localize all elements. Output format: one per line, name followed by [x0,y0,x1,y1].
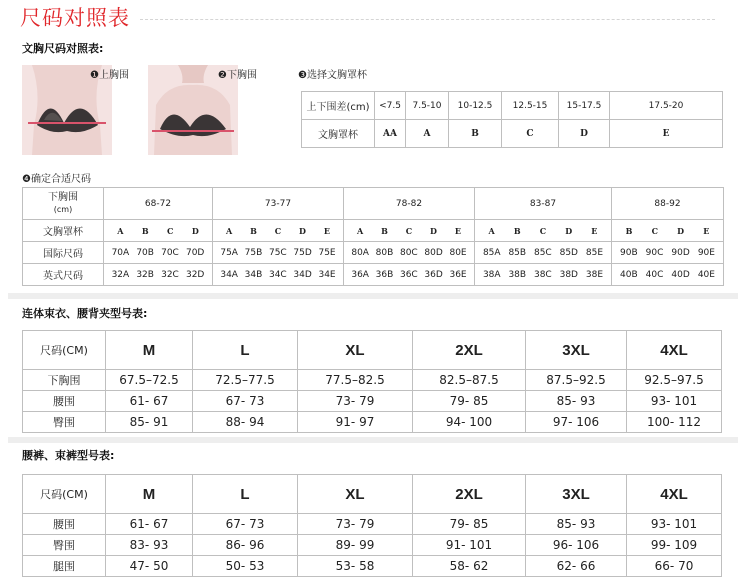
diff-row-label: 上下围差(cm) [302,92,375,120]
value-cell: 73- 79 [298,514,413,535]
value-cell: 77.5–82.5 [298,370,413,391]
intl-size-group: 85A 85B 85C 85D 85E [475,242,612,264]
row-label: 臀围 [23,535,106,556]
step2-label: ❷下胸围 [218,70,257,81]
value-cell: 61- 67 [106,391,193,412]
row-label: 腰围 [23,514,106,535]
size-header: L [193,475,298,514]
bra-heading: 文胸尺码对照表: [22,42,104,55]
cup-group: A B C D [104,220,213,242]
uk-size-group: 34A 34B 34C 34D 34E [213,264,344,286]
cup-label: 文胸罩杯 [23,220,104,242]
uk-size-group: 36A 36B 36C 36D 36E [344,264,475,286]
intl-size-group: 90B 90C 90D 90E [612,242,724,264]
size-header: 3XL [526,475,627,514]
size-col-label: 尺码(CM) [23,331,106,370]
cup-group: B C D E [612,220,724,242]
uk-size-group: 32A 32B 32C 32D [104,264,213,286]
value-cell: 96- 106 [526,535,627,556]
row-label: 腿围 [23,556,106,577]
page-title: 尺码对照表 [20,6,130,30]
intl-size-group: 70A 70B 70C 70D [104,242,213,264]
uk-size-group: 40B 40C 40D 40E [612,264,724,286]
title-divider [140,19,715,20]
range-cell: 73-77 [213,188,344,220]
value-cell: 92.5–97.5 [627,370,722,391]
size-header: M [106,331,193,370]
uk-size-label: 英式尺码 [23,264,104,286]
value-cell: 83- 93 [106,535,193,556]
value-cell: 79- 85 [413,514,526,535]
row-label: 臀围 [23,412,106,433]
bra-size-table [22,187,724,286]
cup-cell: B [449,120,502,148]
cup-cell: D [559,120,610,148]
bodysuit-heading: 连体束衣、腰背夹型号表: [22,307,148,320]
value-cell: 85- 91 [106,412,193,433]
value-cell: 91- 97 [298,412,413,433]
value-cell: 50- 53 [193,556,298,577]
value-cell: 67.5–72.5 [106,370,193,391]
range-cell: 88-92 [612,188,724,220]
value-cell: 72.5–77.5 [193,370,298,391]
size-header: XL [298,475,413,514]
range-cell: 83-87 [475,188,612,220]
size-header: 2XL [413,475,526,514]
value-cell: 66- 70 [627,556,722,577]
cup-group: A B C D E [213,220,344,242]
value-cell: 61- 67 [106,514,193,535]
cup-group: A B C D E [344,220,475,242]
diff-cell: 10-12.5 [449,92,502,120]
value-cell: 62- 66 [526,556,627,577]
value-cell: 58- 62 [413,556,526,577]
diff-cell: <7.5 [375,92,406,120]
value-cell: 85- 93 [526,514,627,535]
cup-group: A B C D E [475,220,612,242]
underbust-label: 下胸围 (cm) [23,188,104,220]
value-cell: 73- 79 [298,391,413,412]
row-label: 腰围 [23,391,106,412]
size-header: 4XL [627,475,722,514]
value-cell: 94- 100 [413,412,526,433]
bodysuit-size-table [22,330,722,433]
size-header: XL [298,331,413,370]
step4-label: ❹确定合适尺码 [22,174,91,185]
value-cell: 79- 85 [413,391,526,412]
cup-cell: E [610,120,723,148]
size-header: 4XL [627,331,722,370]
diff-cell: 7.5-10 [406,92,449,120]
uk-size-group: 38A 38B 38C 38D 38E [475,264,612,286]
value-cell: 88- 94 [193,412,298,433]
value-cell: 99- 109 [627,535,722,556]
size-header: 3XL [526,331,627,370]
value-cell: 100- 112 [627,412,722,433]
pants-heading: 腰裤、束裤型号表: [22,449,115,462]
diff-cell: 15-17.5 [559,92,610,120]
range-cell: 78-82 [344,188,475,220]
pants-size-table [22,474,722,577]
cup-cell: C [502,120,559,148]
value-cell: 85- 93 [526,391,627,412]
intl-size-group: 75A 75B 75C 75D 75E [213,242,344,264]
step1-label: ❶上胸围 [90,70,129,81]
size-header: 2XL [413,331,526,370]
size-header: M [106,475,193,514]
diff-cell: 17.5-20 [610,92,723,120]
cup-cell: A [406,120,449,148]
value-cell: 82.5–87.5 [413,370,526,391]
diff-cell: 12.5-15 [502,92,559,120]
step3-label: ❸选择文胸罩杯 [298,70,367,81]
section-separator [8,293,738,299]
row-label: 下胸围 [23,370,106,391]
size-col-label: 尺码(CM) [23,475,106,514]
intl-size-group: 80A 80B 80C 80D 80E [344,242,475,264]
cup-row-label: 文胸罩杯 [302,120,375,148]
value-cell: 91- 101 [413,535,526,556]
value-cell: 67- 73 [193,514,298,535]
value-cell: 47- 50 [106,556,193,577]
cup-cell: AA [375,120,406,148]
value-cell: 89- 99 [298,535,413,556]
intl-size-label: 国际尺码 [23,242,104,264]
range-cell: 68-72 [104,188,213,220]
section-separator [8,437,738,443]
value-cell: 87.5–92.5 [526,370,627,391]
value-cell: 93- 101 [627,514,722,535]
value-cell: 67- 73 [193,391,298,412]
value-cell: 97- 106 [526,412,627,433]
size-header: L [193,331,298,370]
cup-difference-table [301,91,723,148]
value-cell: 93- 101 [627,391,722,412]
value-cell: 86- 96 [193,535,298,556]
value-cell: 53- 58 [298,556,413,577]
